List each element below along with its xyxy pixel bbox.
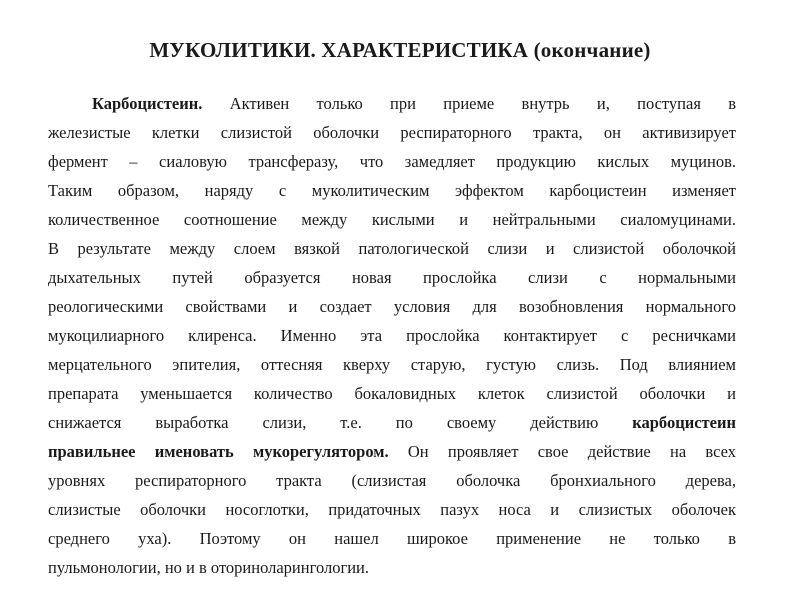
text-run: мерцательного эпителия, оттесняя кверху старую, густую слизь. Под влиянием [48, 355, 736, 374]
text-run: дыхательных путей образуется новая прослойка слизи с нормальными [48, 268, 736, 287]
text-run: пульмонологии, но и в оториноларингологии. [48, 558, 370, 577]
text-line-8 [48, 292, 736, 321]
text-line-12 [48, 408, 736, 437]
text-run: В результате между слоем вязкой патологической слизи и слизистой оболочкой [48, 239, 736, 258]
body-paragraph [48, 89, 736, 582]
text-line-3 [48, 147, 736, 176]
text-line-6 [48, 234, 736, 263]
text-run: мукоцилиарного клиренса. Именно эта прослойка контактирует с ресничками [48, 326, 736, 345]
text-run: Он проявляет свое действие на всех [388, 442, 736, 461]
text-line-2 [48, 118, 736, 147]
slide-title: МУКОЛИТИКИ. ХАРАКТЕРИСТИКА (окончание) [149, 38, 651, 62]
text-line-5 [48, 205, 736, 234]
bold-run: Карбоцистеин. [92, 94, 203, 113]
text-line-16 [48, 524, 736, 553]
text-run: Активен только при приеме внутрь и, поступая в [202, 94, 736, 113]
text-line-15 [48, 495, 736, 524]
text-line-11 [48, 379, 736, 408]
text-line-10 [48, 350, 736, 379]
text-line-14 [48, 466, 736, 495]
text-run: среднего уха). Поэтому он нашел широкое применение не только в [48, 529, 736, 548]
text-line-9 [48, 321, 736, 350]
text-run: Таким образом, наряду с муколитическим эффектом карбоцистеин изменяет [48, 181, 736, 200]
text-run: количественное соотношение между кислыми и нейтральными сиаломуцинами. [48, 210, 736, 229]
text-run: снижается выработка слизи, т.е. по своему действию [48, 413, 633, 432]
bold-run: правильнее именовать мукорегулятором. [48, 442, 389, 461]
text-line-13 [48, 437, 736, 466]
bold-run: карбоцистеин [632, 413, 736, 432]
text-run: реологическими свойствами и создает условия для возобновления нормального [48, 297, 736, 316]
text-line-4 [48, 176, 736, 205]
text-line-17 [48, 553, 736, 582]
text-run: уровнях респираторного тракта (слизистая оболочка бронхиального дерева, [48, 471, 736, 490]
text-run: фермент – сиаловую трансферазу, что замедляет продукцию кислых муцинов. [48, 152, 736, 171]
text-run: препарата уменьшается количество бокаловидных клеток слизистой оболочки и [48, 384, 736, 403]
text-line-1 [48, 89, 736, 118]
text-run: железистые клетки слизистой оболочки респираторного тракта, он активизирует [48, 123, 736, 142]
text-run: слизистые оболочки носоглотки, придаточных пазух носа и слизистых оболочек [48, 500, 736, 519]
text-line-7 [48, 263, 736, 292]
